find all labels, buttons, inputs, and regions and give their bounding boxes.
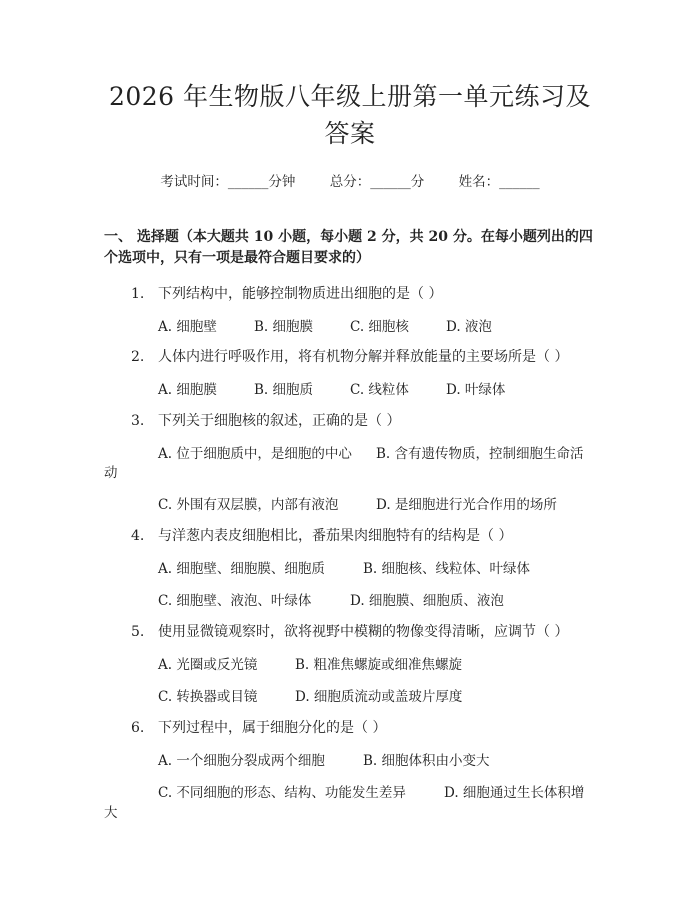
option-b: B. 细胞质 bbox=[254, 382, 314, 398]
question-5 bbox=[131, 621, 568, 641]
option-c: C. 线粒体 bbox=[350, 382, 409, 398]
question-text: 人体内进行呼吸作用，将有机物分解并释放能量的主要场所是（ ） bbox=[158, 349, 569, 365]
option-a: A. 一个细胞分裂成两个细胞 bbox=[158, 753, 325, 769]
option-a: A. 位于细胞质中，是细胞的中心 bbox=[158, 446, 352, 462]
option-c: C. 不同细胞的形态、结构、功能发生差异 bbox=[158, 785, 406, 801]
question-number: 5. bbox=[131, 624, 145, 640]
question-number: 6. bbox=[131, 720, 145, 736]
option-d: D. 细胞膜、细胞质、液泡 bbox=[350, 593, 504, 609]
question-3-options-cd bbox=[158, 493, 557, 513]
question-number: 4. bbox=[131, 528, 145, 544]
option-d-continued: 大 bbox=[104, 805, 118, 821]
option-d: D. 叶绿体 bbox=[446, 382, 506, 398]
question-number: 1. bbox=[131, 286, 145, 302]
option-b-continued: 动 bbox=[104, 465, 118, 481]
name-blank: ______ bbox=[499, 174, 540, 190]
score-label: 总分： bbox=[329, 174, 371, 190]
option-d: D. 细胞质流动或盖玻片厚度 bbox=[295, 689, 463, 705]
option-b: B. 细胞膜 bbox=[254, 319, 314, 335]
question-2 bbox=[131, 346, 568, 366]
question-text: 与洋葱内表皮细胞相比，番茄果肉细胞特有的结构是（ ） bbox=[158, 528, 513, 544]
exam-meta bbox=[0, 170, 700, 190]
option-c: C. 细胞壁、液泡、叶绿体 bbox=[158, 593, 312, 609]
question-4-options-cd bbox=[158, 589, 504, 609]
page-title: 2026 年生物版八年级上册第一单元练习及答案 bbox=[108, 82, 592, 148]
score-unit: 分 bbox=[410, 174, 425, 190]
section-instructions: 选择题（本大题共 10 小题，每小题 2 分，共 20 分。在每小题列出的四个选项中，只有一项是最符合题目要求的） bbox=[104, 229, 593, 266]
option-b: B. 细胞体积由小变大 bbox=[363, 753, 490, 769]
time-unit: 分钟 bbox=[268, 174, 296, 190]
question-4 bbox=[131, 525, 512, 545]
option-a: A. 细胞壁 bbox=[158, 319, 217, 335]
time-blank: ______ bbox=[227, 174, 269, 190]
question-number: 2. bbox=[131, 349, 145, 365]
question-text: 下列过程中，属于细胞分化的是（ ） bbox=[158, 720, 387, 736]
name-label: 姓名： bbox=[458, 174, 500, 190]
option-a: A. 光圈或反光镜 bbox=[158, 657, 258, 673]
question-5-options-cd bbox=[158, 685, 462, 705]
question-1-options bbox=[158, 315, 492, 335]
question-text: 下列关于细胞核的叙述，正确的是（ ） bbox=[158, 413, 401, 429]
question-6-options-cd bbox=[158, 781, 584, 801]
question-5-options-ab bbox=[158, 653, 462, 673]
question-4-options-ab bbox=[158, 557, 530, 577]
option-d: D. 是细胞进行光合作用的场所 bbox=[376, 497, 557, 513]
question-6 bbox=[131, 717, 386, 737]
question-3-options-ab bbox=[158, 442, 584, 462]
time-label: 考试时间： bbox=[160, 174, 228, 190]
question-number: 3. bbox=[131, 413, 145, 429]
option-c: C. 外围有双层膜，内部有液泡 bbox=[158, 497, 339, 513]
option-b: B. 含有遗传物质，控制细胞生命活 bbox=[376, 446, 584, 462]
section-number: 一、 bbox=[104, 229, 132, 245]
option-c: C. 细胞核 bbox=[350, 319, 409, 335]
option-b: B. 粗准焦螺旋或细准焦螺旋 bbox=[295, 657, 463, 673]
option-a: A. 细胞膜 bbox=[158, 382, 217, 398]
question-text: 使用显微镜观察时，欲将视野中模糊的物像变得清晰，应调节（ ） bbox=[158, 624, 569, 640]
question-1 bbox=[131, 283, 442, 303]
question-text: 下列结构中，能够控制物质进出细胞的是（ ） bbox=[158, 286, 443, 302]
option-c: C. 转换器或目镜 bbox=[158, 689, 258, 705]
question-3 bbox=[131, 410, 400, 430]
question-2-options bbox=[158, 378, 505, 398]
option-b: B. 细胞核、线粒体、叶绿体 bbox=[363, 561, 531, 577]
score-blank: ______ bbox=[370, 174, 411, 190]
section-header bbox=[104, 227, 600, 269]
option-d: D. 液泡 bbox=[446, 319, 492, 335]
option-a: A. 细胞壁、细胞膜、细胞质 bbox=[158, 561, 325, 577]
option-d: D. 细胞通过生长体积增 bbox=[444, 785, 585, 801]
question-6-options-ab bbox=[158, 749, 490, 769]
